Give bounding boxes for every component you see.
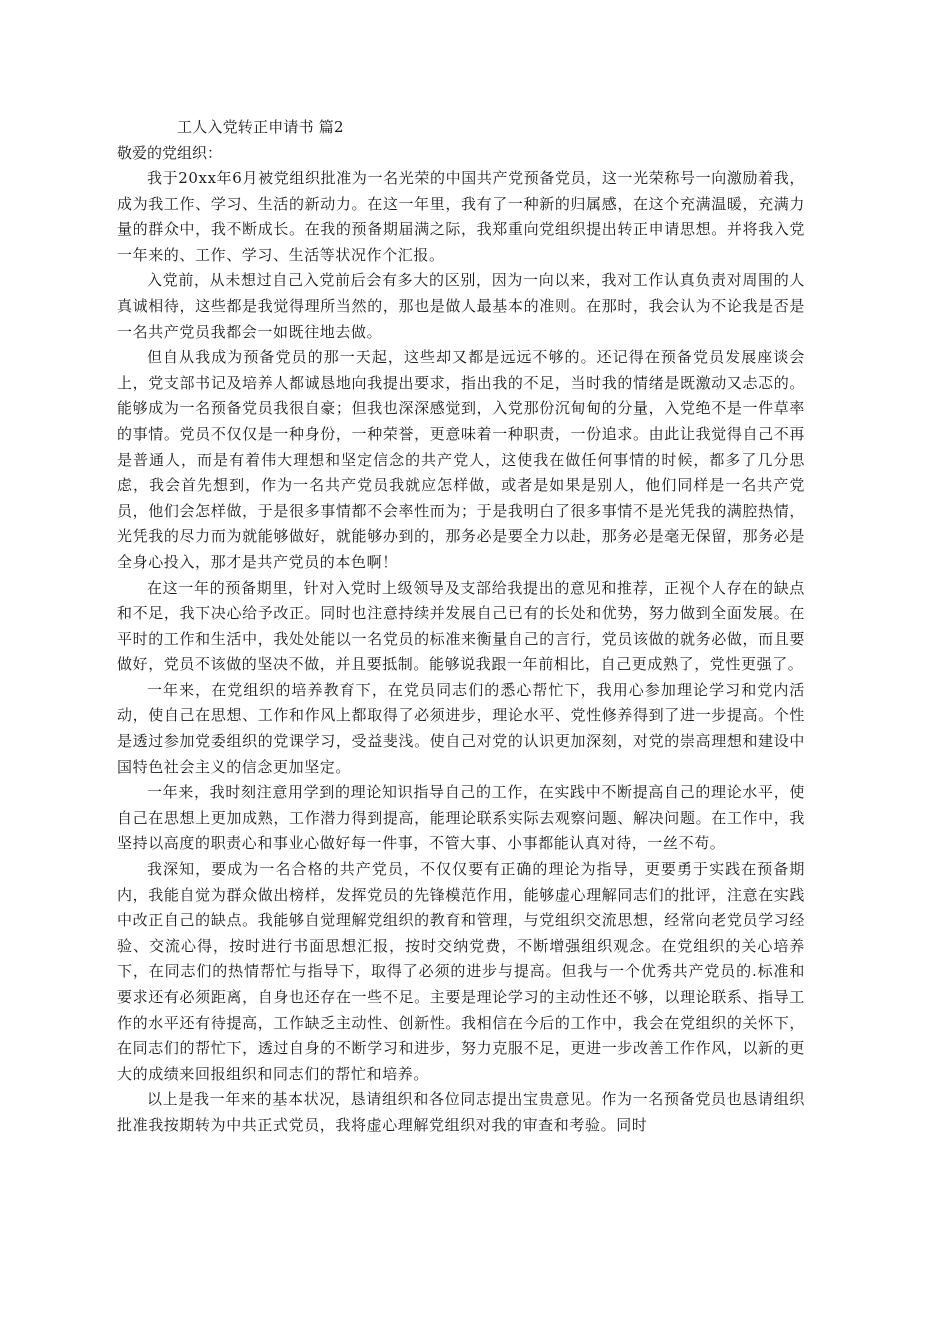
- paragraph: 以上是我一年来的基本状况，恳请组织和各位同志提出宝贵意见。作为一名预备党员也恳请组织批准我按期转为中共正式党员，我将虚心理解党组织对我的审查和考验。同时: [117, 1090, 805, 1134]
- paragraph: 但自从我成为预备党员的那一天起，这些却又都是远远不够的。还记得在预备党员发展座谈会上，党支部书记及培养人都诚恳地向我提出要求，指出我的不足，当时我的情绪是既激动又忐忑的。能够成为一名预备党员我很自豪；但我也深深感觉到，入党那份沉甸甸的分量，入党绝不是一件草率的事情。党员不仅仅是一种身份，一种荣誉，更意味着一种职责，一份追求。由此让我觉得自己不再是普通人，而是有着伟大理想和坚定信念的共产党人，这使我在做任何事情的时候，都多了几分思虑，我会首先想到，作为一名共产党员我就应怎样做，或者是如果是别人，他们同样是一名共产党员，他们会怎样做，于是很多事情都不会率性而为；于是我明白了很多事情不是光凭我的满腔热情，光凭我的尽力而为就能够做好，就能够办到的，那务必是要全力以赴，那务必是毫无保留，那务必是全身心投入，那才是共产党员的本色啊！: [117, 348, 805, 571]
- paragraph: 我于20xx年6月被党组织批准为一名光荣的中国共产党预备党员，这一光荣称号一向激励着我，成为我工作、学习、生活的新动力。在这一年里，我有了一种新的归属感，在这个充满温暖，充满力量的群众中，我不断成长。在我的预备期届满之际，我郑重向党组织提出转正申请思想。并将我入党一年来的、工作、学习、生活等状况作个汇报。: [117, 169, 805, 264]
- paragraph: 入党前，从未想过自己入党前后会有多大的区别，因为一向以来，我对工作认真负责对周围的人真诚相待，这些都是我觉得理所当然的，那也是做人最基本的准则。在那时，我会认为不论我是否是一名共产党员我都会一如既往地去做。: [117, 271, 805, 341]
- document-page: [117, 114, 805, 1139]
- paragraph: 一年来，在党组织的培养教育下，在党员同志们的悉心帮忙下，我用心参加理论学习和党内活动，使自己在思想、工作和作风上都取得了必须进步，理论水平、党性修养得到了进一步提高。个性是透过参加党委组织的党课学习，受益斐浅。使自己对党的认识更加深刻，对党的崇高理想和建设中国特色社会主义的信念更加坚定。: [117, 680, 805, 776]
- paragraph: 我深知，要成为一名合格的共产党员，不仅仅要有正确的理论为指导，更要勇于实践在预备期内，我能自觉为群众做出榜样，发挥党员的先锋模范作用，能够虚心理解同志们的批评，注意在实践中改正自己的缺点。我能够自觉理解党组织的教育和管理，与党组织交流思想，经常向老党员学习经验、交流心得，按时进行书面思想汇报，按时交纳党费，不断增强组织观念。在党组织的关心培养下，在同志们的热情帮忙与指导下，取得了必须的进步与提高。但我与一个优秀共产党员的.标准和要求还有必须距离，自身也还存在一些不足。主要是理论学习的主动性还不够，以理论联系、指导工作的水平还有待提高，工作缺乏主动性、创新性。我相信在今后的工作中，我会在党组织的关怀下，在同志们的帮忙下，透过自身的不断学习和进步，努力克服不足，更进一步改善工作作风，以新的更大的成绩来回报组织和同志们的帮忙和培养。: [117, 860, 805, 1083]
- salutation: 敬爱的党组织：: [117, 144, 223, 162]
- document-title: 工人入党转正申请书 篇2: [177, 118, 344, 136]
- paragraph: 一年来，我时刻注意用学到的理论知识指导自己的工作，在实践中不断提高自己的理论水平，使自己在思想上更加成熟，工作潜力得到提高，能理论联系实际去观察问题、解决问题。在工作中，我坚持以高度的职责心和事业心做好每一件事，不管大事、小事都能认真对待，一丝不苟。: [117, 783, 805, 853]
- paragraph: 在这一年的预备期里，针对入党时上级领导及支部给我提出的意见和推荐，正视个人存在的缺点和不足，我下决心给予改正。同时也注意持续并发展自己已有的长处和优势，努力做到全面发展。在平时的工作和生活中，我处处能以一名党员的标准来衡量自己的言行，党员该做的就务必做，而且要做好，党员不该做的坚决不做，并且要抵制。能够说我跟一年前相比，自己更成熟了，党性更强了。: [117, 578, 805, 674]
